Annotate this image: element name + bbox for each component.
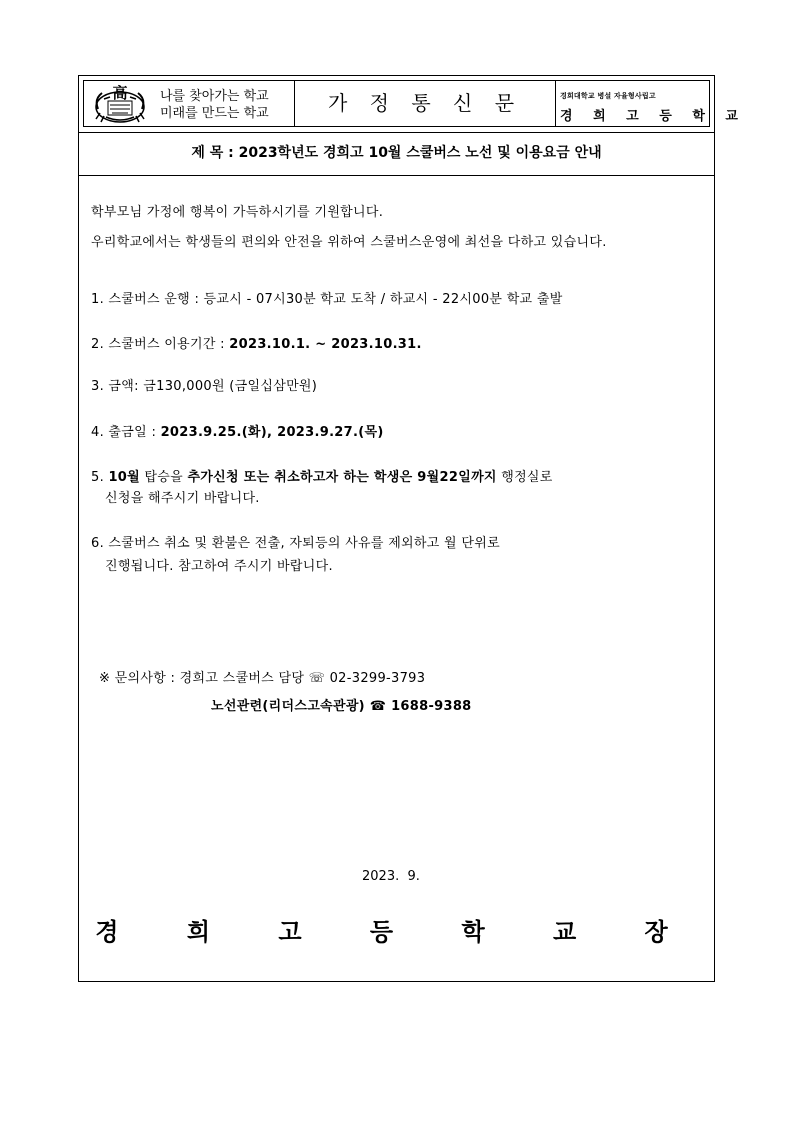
item-4-label: 4. 출금일 : (91, 425, 161, 440)
issue-date: 2023. 9. (362, 869, 420, 884)
contact-route: 노선관련(리더스고속관광) ☎ 1688-9388 (211, 699, 472, 714)
school-name: 경 희 고 등 학 교 (560, 109, 746, 124)
item-2-usage-period (91, 333, 422, 352)
notice-frame (78, 75, 746, 982)
item-2-label: 2. 스쿨버스 이용기간 : (91, 337, 230, 352)
item-6-refund: 6. 스쿨버스 취소 및 환불은 전출, 자퇴등의 사유를 제외하고 월 단위로 (91, 536, 500, 551)
item-5-mid: 탑승을 (140, 470, 188, 485)
motto-line-2: 미래를 만드는 학교 (160, 106, 269, 121)
item-3-fee: 3. 금액: 금130,000원 (금일십삼만원) (91, 379, 318, 394)
school-emblem-icon (90, 83, 150, 125)
motto-line-1: 나를 찾아가는 학교 (160, 89, 269, 104)
school-motto (160, 88, 269, 122)
header-row (79, 76, 746, 133)
logo-cell (83, 80, 295, 127)
item-5-suffix: 행정실로 (496, 470, 553, 485)
school-subtitle: 경희대학교 병설 자율형사립고 (560, 92, 656, 100)
item-5-number: 5. (91, 470, 109, 485)
item-5-line-2: 신청을 해주시기 바랍니다. (105, 491, 260, 506)
item-5-deadline: 추가신청 또는 취소하고자 하는 학생은 9월22일까지 (187, 470, 497, 485)
item-5-month: 10월 (108, 470, 140, 485)
contact-inquiry: ※ 문의사항 : 경희고 스쿨버스 담당 ☏ 02-3299-3793 (99, 671, 426, 686)
item-6-line-2: 진행됩니다. 참고하여 주시기 바랍니다. (105, 559, 333, 574)
subject-title: 제 목 : 2023학년도 경희고 10월 스쿨버스 노선 및 이용요금 안내 (79, 132, 714, 176)
document-type-title: 가 정 통 신 문 (295, 80, 555, 127)
item-4-value: 2023.9.25.(화), 2023.9.27.(목) (160, 425, 384, 440)
intro-line-2: 우리학교에서는 학생들의 편의와 안전을 위하여 스쿨버스운영에 최선을 다하고 있습니다. (91, 235, 607, 250)
principal-signature: 경 희 고 등 학 교 장 (95, 918, 698, 946)
item-4-withdrawal-date (91, 421, 384, 440)
item-2-value: 2023.10.1. ~ 2023.10.31. (229, 337, 422, 352)
item-5-application (91, 466, 553, 485)
svg-text:高: 高 (112, 84, 128, 102)
item-1-bus-schedule: 1. 스쿨버스 운행 : 등교시 - 07시30분 학교 도착 / 하교시 - 22시00분 학교 출발 (91, 292, 563, 307)
school-info-cell (555, 80, 746, 127)
intro-line-1: 학부모님 가정에 행복이 가득하시기를 기원합니다. (91, 205, 384, 220)
